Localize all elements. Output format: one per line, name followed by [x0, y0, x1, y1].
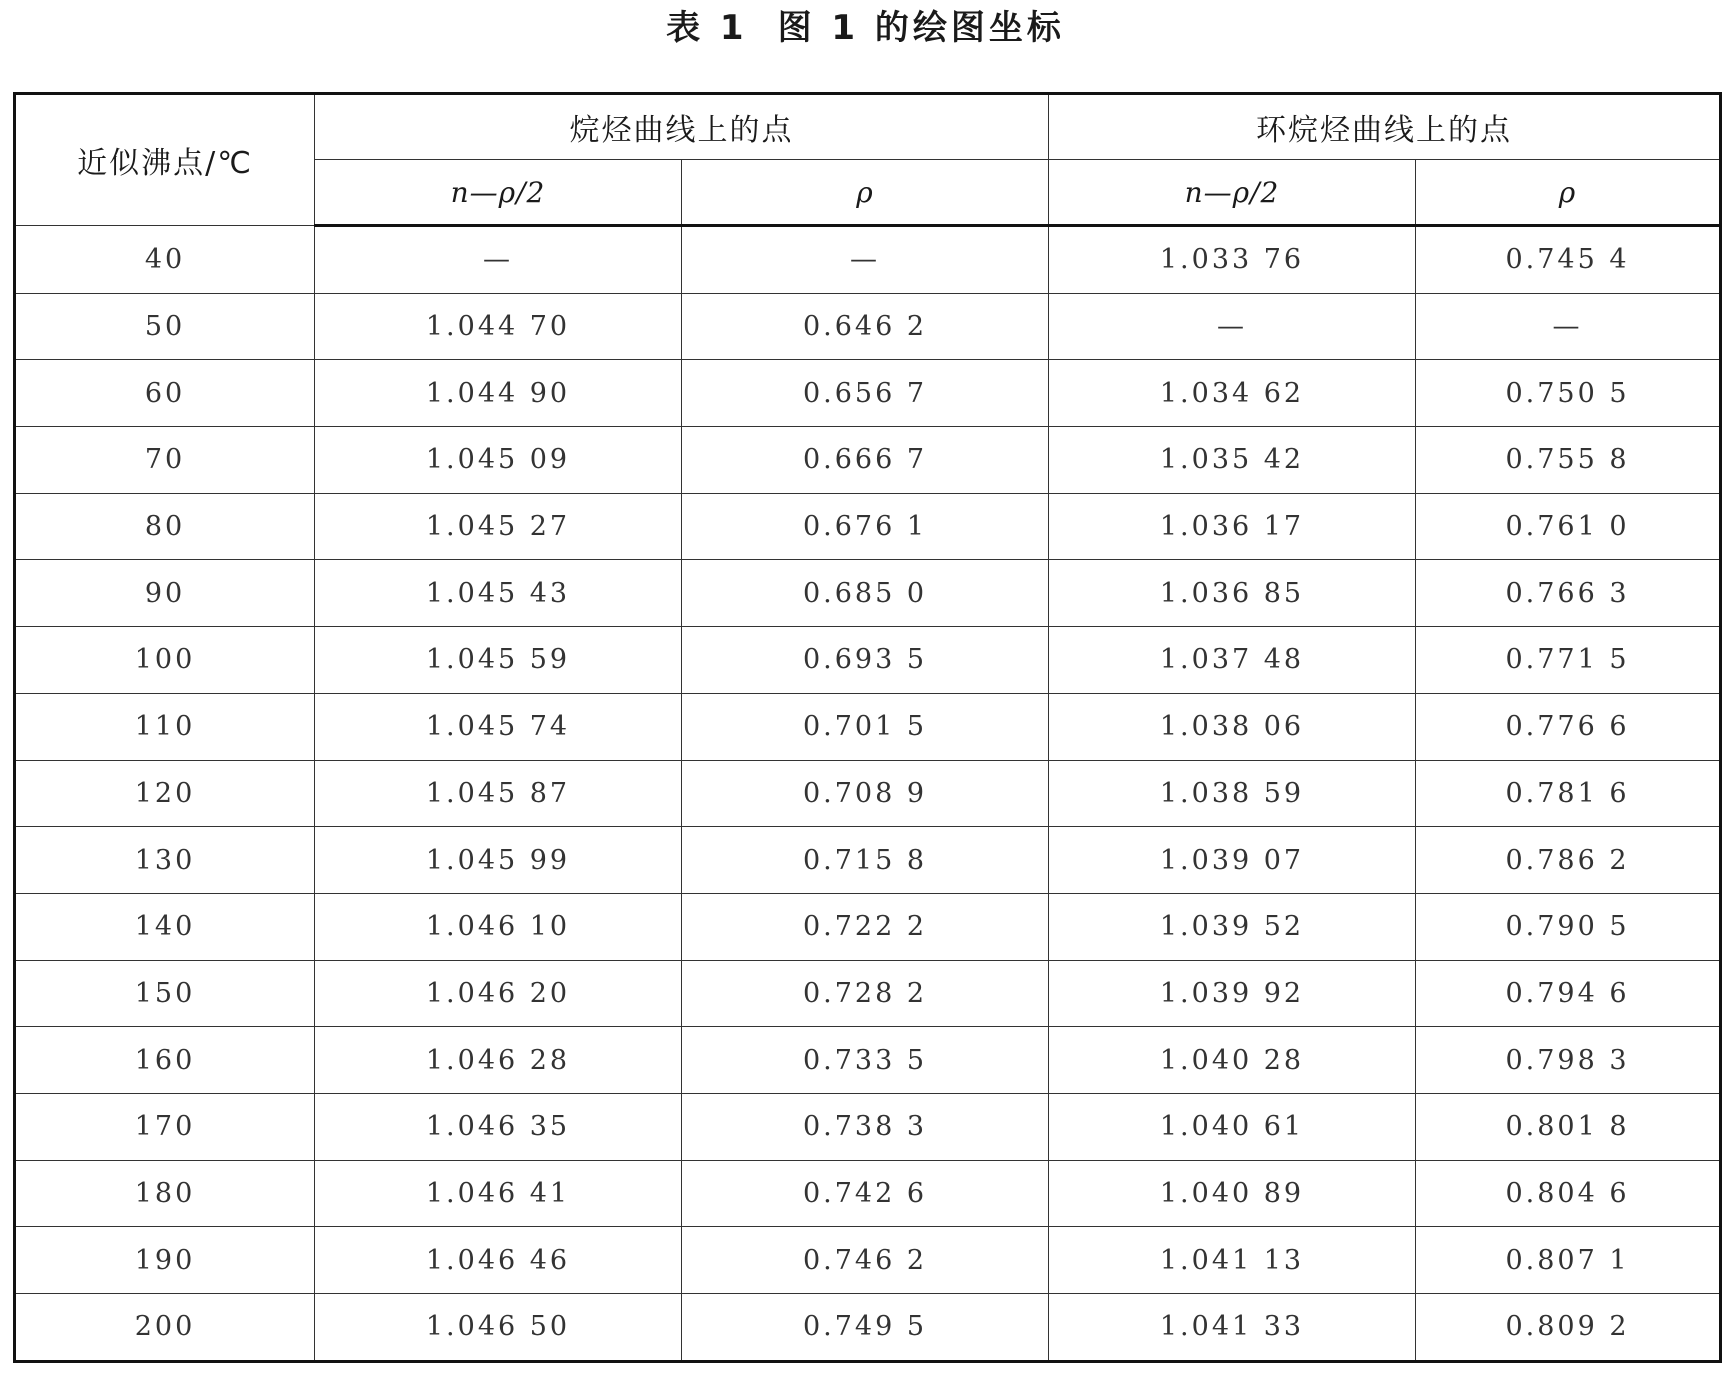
- cell-alkane-n: 1.044 70: [315, 293, 682, 360]
- cell-alkane-rho: 0.676 1: [682, 493, 1049, 560]
- cell-alkane-rho: 0.722 2: [682, 893, 1049, 960]
- header-cycloalkane-n: n—ρ/2: [1049, 160, 1416, 226]
- cell-cycloalkane-rho: 0.786 2: [1416, 827, 1721, 894]
- header-cycloalkane-rho: ρ: [1416, 160, 1721, 226]
- header-cycloalkane-group: 环烷烃曲线上的点: [1049, 94, 1721, 160]
- cell-cycloalkane-rho: —: [1416, 293, 1721, 360]
- table-row: [15, 760, 1721, 827]
- table-number: 表 1: [666, 8, 748, 48]
- cell-boiling-point: 110: [15, 693, 315, 760]
- cell-cycloalkane-n: 1.039 92: [1049, 960, 1416, 1027]
- cell-alkane-rho: 0.708 9: [682, 760, 1049, 827]
- cell-boiling-point: 80: [15, 493, 315, 560]
- cell-alkane-n: 1.045 27: [315, 493, 682, 560]
- cell-cycloalkane-n: 1.034 62: [1049, 360, 1416, 427]
- cell-boiling-point: 90: [15, 560, 315, 627]
- cell-alkane-n: 1.045 09: [315, 427, 682, 494]
- cell-alkane-rho: 0.746 2: [682, 1227, 1049, 1294]
- cell-cycloalkane-rho: 0.809 2: [1416, 1294, 1721, 1362]
- cell-alkane-rho: 0.656 7: [682, 360, 1049, 427]
- cell-cycloalkane-rho: 0.801 8: [1416, 1093, 1721, 1160]
- cell-cycloalkane-n: 1.039 07: [1049, 827, 1416, 894]
- cell-alkane-n: 1.046 10: [315, 893, 682, 960]
- cell-alkane-n: 1.046 20: [315, 960, 682, 1027]
- cell-cycloalkane-n: 1.036 17: [1049, 493, 1416, 560]
- table-row: [15, 1093, 1721, 1160]
- cell-boiling-point: 150: [15, 960, 315, 1027]
- cell-boiling-point: 140: [15, 893, 315, 960]
- table-row: [15, 693, 1721, 760]
- cell-cycloalkane-rho: 0.798 3: [1416, 1027, 1721, 1094]
- cell-cycloalkane-n: 1.040 28: [1049, 1027, 1416, 1094]
- cell-cycloalkane-rho: 0.790 5: [1416, 893, 1721, 960]
- cell-alkane-n: 1.044 90: [315, 360, 682, 427]
- cell-alkane-rho: 0.738 3: [682, 1093, 1049, 1160]
- table-row: [15, 1027, 1721, 1094]
- cell-alkane-rho: 0.701 5: [682, 693, 1049, 760]
- cell-cycloalkane-n: 1.040 89: [1049, 1160, 1416, 1227]
- cell-cycloalkane-rho: 0.750 5: [1416, 360, 1721, 427]
- table-row: [15, 893, 1721, 960]
- cell-cycloalkane-n: 1.035 42: [1049, 427, 1416, 494]
- cell-alkane-rho: 0.749 5: [682, 1294, 1049, 1362]
- cell-cycloalkane-rho: 0.804 6: [1416, 1160, 1721, 1227]
- cell-cycloalkane-rho: 0.807 1: [1416, 1227, 1721, 1294]
- header-alkane-n: n—ρ/2: [315, 160, 682, 226]
- cell-alkane-n: —: [315, 226, 682, 294]
- table-row: [15, 360, 1721, 427]
- cell-alkane-n: 1.045 74: [315, 693, 682, 760]
- cell-cycloalkane-n: 1.040 61: [1049, 1093, 1416, 1160]
- cell-cycloalkane-rho: 0.745 4: [1416, 226, 1721, 294]
- cell-alkane-rho: 0.685 0: [682, 560, 1049, 627]
- cell-boiling-point: 180: [15, 1160, 315, 1227]
- coordinates-table: [13, 92, 1722, 1363]
- cell-boiling-point: 160: [15, 1027, 315, 1094]
- header-boiling-point: 近似沸点/℃: [15, 94, 315, 226]
- cell-alkane-rho: 0.728 2: [682, 960, 1049, 1027]
- cell-cycloalkane-rho: 0.766 3: [1416, 560, 1721, 627]
- cell-alkane-n: 1.046 28: [315, 1027, 682, 1094]
- table-row: [15, 1227, 1721, 1294]
- cell-boiling-point: 70: [15, 427, 315, 494]
- cell-boiling-point: 170: [15, 1093, 315, 1160]
- cell-alkane-rho: 0.715 8: [682, 827, 1049, 894]
- cell-alkane-rho: 0.742 6: [682, 1160, 1049, 1227]
- cell-alkane-n: 1.045 59: [315, 627, 682, 694]
- table-row: [15, 493, 1721, 560]
- table-row: [15, 827, 1721, 894]
- cell-boiling-point: 100: [15, 627, 315, 694]
- cell-cycloalkane-rho: 0.755 8: [1416, 427, 1721, 494]
- table-body: [15, 226, 1721, 1362]
- table-caption: [0, 4, 1731, 52]
- cell-boiling-point: 200: [15, 1294, 315, 1362]
- cell-cycloalkane-n: —: [1049, 293, 1416, 360]
- cell-alkane-n: 1.045 99: [315, 827, 682, 894]
- cell-cycloalkane-rho: 0.781 6: [1416, 760, 1721, 827]
- header-alkane-rho: ρ: [682, 160, 1049, 226]
- cell-alkane-rho: 0.733 5: [682, 1027, 1049, 1094]
- cell-alkane-n: 1.046 46: [315, 1227, 682, 1294]
- cell-cycloalkane-n: 1.041 13: [1049, 1227, 1416, 1294]
- cell-boiling-point: 50: [15, 293, 315, 360]
- cell-cycloalkane-n: 1.039 52: [1049, 893, 1416, 960]
- table-container: [13, 92, 1719, 1363]
- cell-alkane-n: 1.045 87: [315, 760, 682, 827]
- cell-boiling-point: 190: [15, 1227, 315, 1294]
- cell-alkane-rho: —: [682, 226, 1049, 294]
- header-row-top: [15, 94, 1721, 160]
- table-header: [15, 94, 1721, 226]
- table-row: [15, 960, 1721, 1027]
- table-row: [15, 560, 1721, 627]
- cell-boiling-point: 120: [15, 760, 315, 827]
- table-row: [15, 1160, 1721, 1227]
- table-row: [15, 627, 1721, 694]
- cell-boiling-point: 60: [15, 360, 315, 427]
- cell-alkane-n: 1.046 41: [315, 1160, 682, 1227]
- cell-alkane-n: 1.045 43: [315, 560, 682, 627]
- cell-alkane-n: 1.046 50: [315, 1294, 682, 1362]
- table-row: [15, 293, 1721, 360]
- cell-cycloalkane-n: 1.033 76: [1049, 226, 1416, 294]
- cell-cycloalkane-rho: 0.761 0: [1416, 493, 1721, 560]
- table-row: [15, 1294, 1721, 1362]
- cell-alkane-rho: 0.646 2: [682, 293, 1049, 360]
- table-row: [15, 226, 1721, 294]
- cell-cycloalkane-n: 1.041 33: [1049, 1294, 1416, 1362]
- table-row: [15, 427, 1721, 494]
- table-title: 图 1 的绘图坐标: [777, 8, 1065, 48]
- cell-cycloalkane-n: 1.038 59: [1049, 760, 1416, 827]
- cell-cycloalkane-rho: 0.794 6: [1416, 960, 1721, 1027]
- cell-cycloalkane-n: 1.036 85: [1049, 560, 1416, 627]
- cell-cycloalkane-n: 1.038 06: [1049, 693, 1416, 760]
- cell-boiling-point: 40: [15, 226, 315, 294]
- cell-cycloalkane-rho: 0.776 6: [1416, 693, 1721, 760]
- cell-boiling-point: 130: [15, 827, 315, 894]
- cell-cycloalkane-n: 1.037 48: [1049, 627, 1416, 694]
- cell-alkane-n: 1.046 35: [315, 1093, 682, 1160]
- cell-alkane-rho: 0.693 5: [682, 627, 1049, 694]
- cell-cycloalkane-rho: 0.771 5: [1416, 627, 1721, 694]
- header-alkane-group: 烷烃曲线上的点: [315, 94, 1049, 160]
- cell-alkane-rho: 0.666 7: [682, 427, 1049, 494]
